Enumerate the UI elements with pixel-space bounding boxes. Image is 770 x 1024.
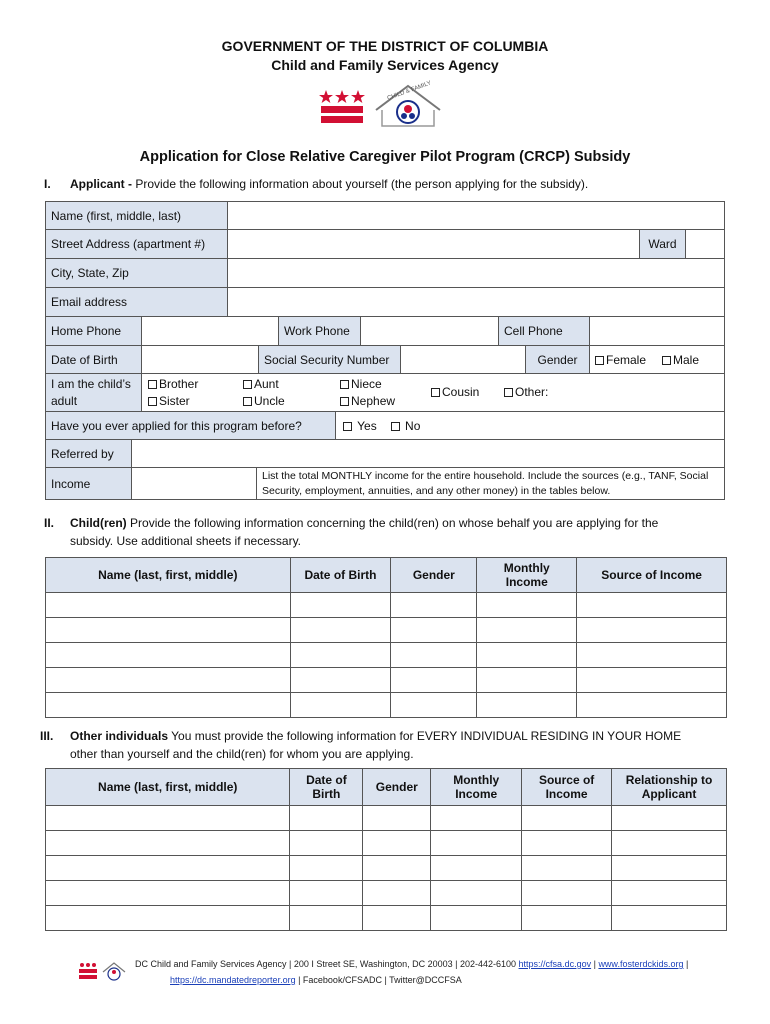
gender-female-checkbox[interactable]: Female — [595, 353, 646, 367]
table-cell[interactable] — [391, 593, 477, 618]
checkbox-icon — [662, 356, 671, 365]
table-cell[interactable] — [477, 668, 577, 693]
table-cell[interactable] — [391, 618, 477, 643]
label-ward: Ward — [639, 229, 686, 259]
rel-brother-checkbox[interactable]: Brother — [148, 376, 198, 393]
label-email: Email address — [45, 287, 228, 317]
table-cell[interactable] — [46, 806, 290, 831]
label-city: City, State, Zip — [45, 258, 228, 288]
checkbox-icon — [391, 422, 400, 431]
dob-field[interactable] — [141, 345, 259, 374]
svg-text:CHILD & FAMILY: CHILD & FAMILY — [386, 80, 433, 102]
table-row — [46, 668, 727, 693]
table-cell[interactable] — [46, 593, 291, 618]
rel-sister-checkbox[interactable]: Sister — [148, 393, 198, 410]
table-cell[interactable] — [290, 693, 391, 718]
footer-address: DC Child and Family Services Agency | 200 I Street SE, Washington, DC 20003 | 202-442-6100 — [135, 959, 519, 969]
others-header-dob: Date of Birth — [290, 769, 363, 806]
section-3-text-cont: other than yourself and the child(ren) for whom you are applying. — [70, 747, 414, 761]
section-2-text-cont: subsidy. Use additional sheets if necessary. — [70, 534, 302, 548]
table-cell[interactable] — [363, 806, 431, 831]
table-cell[interactable] — [46, 831, 290, 856]
table-row — [46, 906, 727, 931]
section-1-heading: Applicant - — [70, 177, 132, 191]
email-field[interactable] — [227, 287, 725, 317]
table-row — [46, 806, 727, 831]
children-table — [45, 557, 727, 718]
checkbox-icon — [148, 397, 157, 406]
table-cell[interactable] — [477, 643, 577, 668]
table-cell[interactable] — [431, 806, 522, 831]
gender-male-checkbox[interactable]: Male — [662, 353, 699, 367]
footer-social: | Facebook/CFSADC | Twitter@DCCFSA — [295, 975, 462, 985]
section-3-intro — [40, 727, 734, 763]
table-row — [46, 856, 727, 881]
table-row — [46, 618, 727, 643]
footer-line-2 — [170, 975, 462, 985]
label-gender: Gender — [525, 345, 590, 374]
table-cell[interactable] — [612, 881, 727, 906]
footer-line-1: DC Child and Family Services Agency | 200 I Street SE, Washington, DC 20003 | 202-442-6100 https://cfsa.dc.gov | www.fosterdckids.org | — [135, 959, 689, 969]
checkbox-icon — [243, 397, 252, 406]
checkbox-icon — [148, 380, 157, 389]
footer-mandated-reporter-link[interactable]: https://dc.mandatedreporter.org — [170, 975, 296, 985]
table-cell[interactable] — [612, 806, 727, 831]
income-instructions: List the total MONTHLY income for the entire household. Include the sources (e.g., TANF, Social Security, employment, annuities, and any other money) in the tables below. — [256, 467, 725, 500]
table-cell[interactable] — [577, 643, 727, 668]
table-cell[interactable] — [612, 831, 727, 856]
label-referred-by: Referred by — [45, 439, 132, 468]
table-cell[interactable] — [577, 668, 727, 693]
section-3-number: III. — [40, 729, 54, 743]
others-header-source: Source of Income — [522, 769, 612, 806]
section-3-text: You must provide the following information for EVERY INDIVIDUAL RESIDING IN YOUR HOME — [171, 729, 682, 743]
table-row — [46, 593, 727, 618]
label-work-phone: Work Phone — [278, 316, 361, 346]
table-cell[interactable] — [431, 856, 522, 881]
income-field[interactable] — [131, 467, 257, 500]
rel-nephew-checkbox[interactable]: Nephew — [340, 393, 395, 410]
section-2-number: II. — [44, 516, 55, 530]
children-header-dob: Date of Birth — [290, 558, 391, 593]
rel-cousin-checkbox[interactable]: Cousin — [431, 385, 479, 399]
label-applied-before: Have you ever applied for this program before? — [45, 411, 336, 440]
table-cell[interactable] — [477, 618, 577, 643]
table-row — [46, 643, 727, 668]
label-street: Street Address (apartment #) — [45, 229, 228, 259]
cell-phone-field[interactable] — [589, 316, 725, 346]
children-header-gender: Gender — [391, 558, 477, 593]
footer-dc-flag-icon — [79, 962, 97, 980]
referred-by-field[interactable] — [131, 439, 725, 468]
footer-fosterdckids-link[interactable]: www.fosterdckids.org — [598, 959, 684, 969]
table-cell[interactable] — [522, 806, 612, 831]
table-cell[interactable] — [477, 593, 577, 618]
rel-uncle-checkbox[interactable]: Uncle — [243, 393, 285, 410]
label-relationship: I am the child’s adult — [45, 373, 142, 412]
table-cell[interactable] — [577, 593, 727, 618]
checkbox-icon — [595, 356, 604, 365]
children-header-source: Source of Income — [577, 558, 727, 593]
other-individuals-table — [45, 768, 727, 931]
checkbox-icon — [243, 380, 252, 389]
checkbox-icon — [431, 388, 440, 397]
label-ssn: Social Security Number — [258, 345, 401, 374]
section-1-number: I. — [44, 177, 51, 191]
ward-field[interactable] — [685, 229, 725, 259]
table-cell[interactable] — [577, 618, 727, 643]
children-header-monthly-income: Monthly Income — [477, 558, 577, 593]
table-cell[interactable] — [290, 668, 391, 693]
document-title: Application for Close Relative Caregiver Pilot Program (CRCP) Subsidy — [139, 149, 631, 165]
table-cell[interactable] — [290, 831, 363, 856]
label-dob: Date of Birth — [45, 345, 142, 374]
city-field[interactable] — [227, 258, 725, 288]
table-cell[interactable] — [431, 906, 522, 931]
others-header-gender: Gender — [363, 769, 431, 806]
cfsa-seal-logo — [370, 80, 446, 130]
dc-flag-logo — [319, 86, 365, 126]
table-cell[interactable] — [431, 881, 522, 906]
checkbox-icon — [340, 380, 349, 389]
table-cell[interactable] — [46, 643, 291, 668]
table-cell[interactable] — [46, 668, 291, 693]
rel-other-checkbox[interactable]: Other: — [504, 385, 548, 399]
footer-cfsa-link[interactable]: https://cfsa.dc.gov — [518, 959, 592, 969]
applied-yes-checkbox[interactable]: Yes — [343, 419, 377, 433]
table-row — [46, 693, 727, 718]
table-cell[interactable] — [363, 856, 431, 881]
label-home-phone: Home Phone — [45, 316, 142, 346]
table-cell[interactable] — [522, 856, 612, 881]
table-cell[interactable] — [290, 593, 391, 618]
table-cell[interactable] — [46, 906, 290, 931]
label-cell-phone: Cell Phone — [498, 316, 590, 346]
section-3-heading: Other individuals — [70, 729, 169, 743]
agency-government-line: GOVERNMENT OF THE DISTRICT OF COLUMBIA — [221, 38, 549, 54]
applied-before-options — [335, 411, 725, 440]
section-1-intro — [44, 175, 734, 193]
applied-no-checkbox[interactable]: No — [391, 419, 421, 433]
table-cell[interactable] — [290, 906, 363, 931]
table-cell[interactable] — [477, 693, 577, 718]
rel-aunt-checkbox[interactable]: Aunt — [243, 376, 285, 393]
checkbox-icon — [504, 388, 513, 397]
table-cell[interactable] — [290, 806, 363, 831]
table-cell[interactable] — [290, 856, 363, 881]
section-1-text: Provide the following information about yourself (the person applying for the subsidy). — [135, 177, 589, 191]
section-2-intro — [44, 514, 734, 550]
agency-name: Child and Family Services Agency — [271, 57, 499, 73]
table-cell[interactable] — [522, 906, 612, 931]
gender-options — [589, 345, 725, 374]
table-cell[interactable] — [391, 668, 477, 693]
others-header-name: Name (last, first, middle) — [46, 769, 290, 806]
table-cell[interactable] — [290, 618, 391, 643]
street-field[interactable] — [227, 229, 640, 259]
ssn-field[interactable] — [400, 345, 526, 374]
section-2-text: Provide the following information concerning the child(ren) on whose behalf you are applying for the — [130, 516, 659, 530]
others-header-monthly-income: Monthly Income — [431, 769, 522, 806]
children-header-name: Name (last, first, middle) — [46, 558, 291, 593]
table-cell[interactable] — [46, 618, 291, 643]
checkbox-icon — [343, 422, 352, 431]
checkbox-icon — [340, 397, 349, 406]
rel-niece-checkbox[interactable]: Niece — [340, 376, 395, 393]
relationship-options — [141, 373, 725, 412]
table-cell[interactable] — [290, 643, 391, 668]
work-phone-field[interactable] — [360, 316, 499, 346]
table-cell[interactable] — [391, 643, 477, 668]
label-income: Income — [45, 467, 132, 500]
table-cell[interactable] — [46, 856, 290, 881]
table-cell[interactable] — [363, 831, 431, 856]
table-cell[interactable] — [522, 881, 612, 906]
others-header-relationship: Relationship to Applicant — [612, 769, 727, 806]
footer-cfsa-seal-icon — [101, 960, 127, 982]
table-row — [46, 831, 727, 856]
table-cell[interactable] — [612, 856, 727, 881]
table-cell[interactable] — [391, 693, 477, 718]
name-field[interactable] — [227, 201, 725, 230]
table-cell[interactable] — [612, 906, 727, 931]
home-phone-field[interactable] — [141, 316, 279, 346]
table-cell[interactable] — [522, 831, 612, 856]
table-cell[interactable] — [46, 881, 290, 906]
label-name: Name (first, middle, last) — [45, 201, 228, 230]
table-cell[interactable] — [577, 693, 727, 718]
table-cell[interactable] — [363, 906, 431, 931]
table-cell[interactable] — [46, 693, 291, 718]
table-cell[interactable] — [363, 881, 431, 906]
section-2-heading: Child(ren) — [70, 516, 127, 530]
table-row — [46, 881, 727, 906]
table-cell[interactable] — [290, 881, 363, 906]
table-cell[interactable] — [431, 831, 522, 856]
